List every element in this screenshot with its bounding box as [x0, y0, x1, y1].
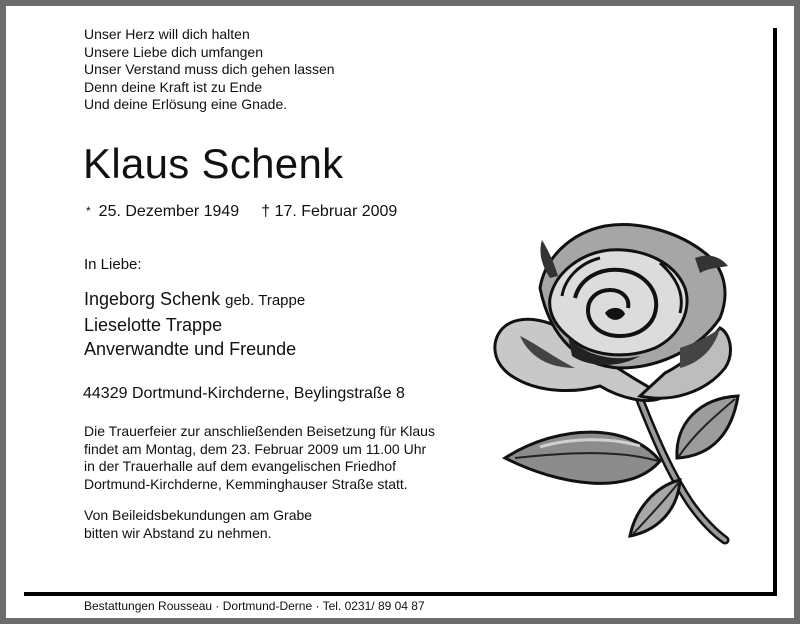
condolence-line: bitten wir Abstand zu nehmen.	[84, 524, 272, 541]
funeral-info	[84, 423, 435, 493]
poem-line: Unser Verstand muss dich gehen lassen	[84, 61, 335, 78]
funeral-line: in der Trauerhalle auf dem evangelischen Friedhof	[84, 458, 397, 474]
poem-line: Denn deine Kraft ist zu Ende	[84, 78, 263, 95]
mourner: Lieselotte Trappe	[84, 315, 223, 335]
card-frame-bottom	[24, 592, 777, 596]
condolence-line: Von Beileidsbekundungen am Grabe	[84, 507, 313, 523]
birth-date: 25. Dezember 1949	[98, 203, 240, 220]
life-dates	[86, 202, 397, 222]
poem-line: Unsere Liebe dich umfangen	[84, 43, 264, 60]
card-frame-right	[773, 28, 777, 596]
poem-line: Und deine Erlösung eine Gnade.	[84, 96, 288, 113]
funeral-line: Die Trauerfeier zur anschließenden Beisetzung für Klaus	[84, 423, 435, 439]
birth-symbol: *	[86, 204, 91, 218]
death-date: 17. Februar 2009	[274, 203, 398, 220]
funeral-line: Dortmund-Kirchderne, Kemminghauser Straße statt.	[84, 475, 408, 492]
poem-line: Unser Herz will dich halten	[84, 26, 250, 42]
poem	[84, 26, 335, 114]
in-love-label: In Liebe:	[84, 256, 142, 273]
mourners-list	[84, 287, 305, 361]
deceased-name: Klaus Schenk	[83, 140, 344, 187]
death-symbol: †	[261, 203, 271, 220]
funeral-line: findet am Montag, dem 23. Februar 2009 um 11.00 Uhr	[84, 440, 427, 457]
condolence-note	[84, 507, 312, 542]
address: 44329 Dortmund-Kirchderne, Beylingstraße 8	[83, 385, 405, 402]
mourner: Anverwandte und Freunde	[84, 339, 297, 359]
undertaker-footer: Bestattungen Rousseau · Dortmund-Derne · Tel. 0231/ 89 04 87	[84, 599, 425, 613]
mourner-maiden-name: geb. Trappe	[225, 292, 306, 309]
mourner-name: Ingeborg Schenk	[84, 289, 221, 309]
mourner	[84, 287, 305, 313]
rose-icon	[480, 218, 750, 548]
